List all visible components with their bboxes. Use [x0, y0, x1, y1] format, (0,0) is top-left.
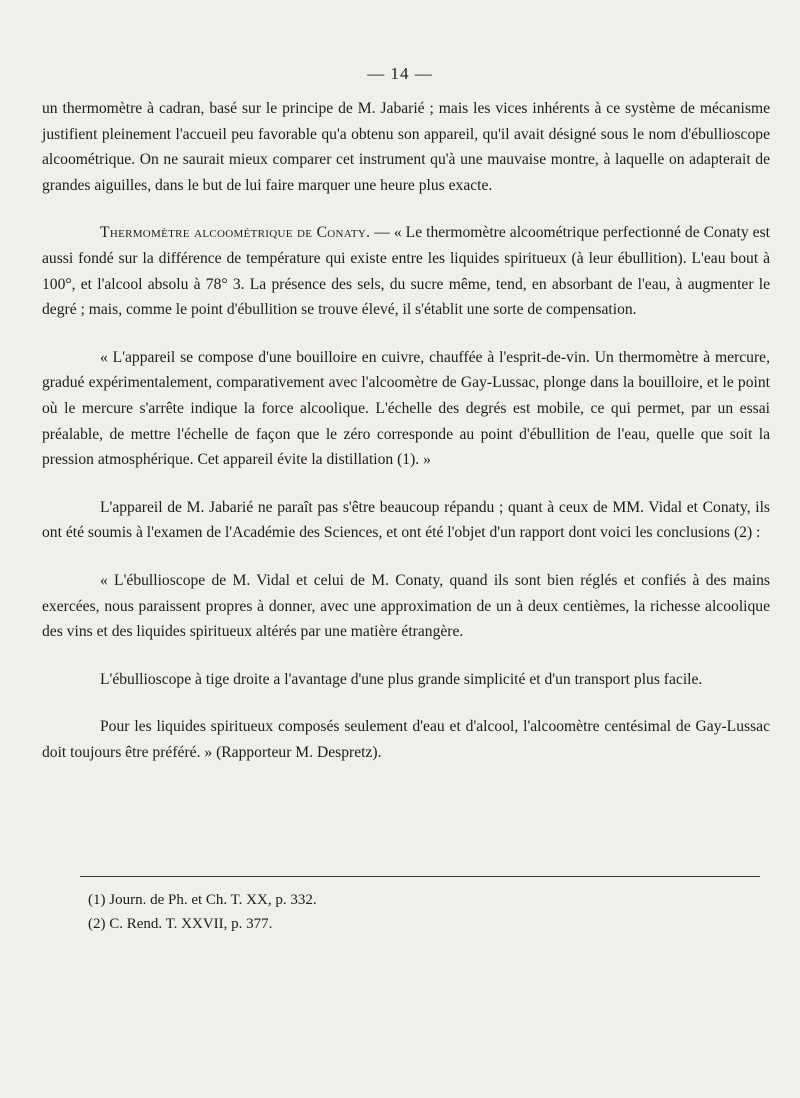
paragraph-4: L'appareil de M. Jabarié ne paraît pas s'être beaucoup répandu ; quant à ceux de MM. Vidal et Conaty, ils ont été soumis à l'examen de l'Académie des Sciences, et ont été l'objet d'un rapport dont voici les conclusions (2) :: [42, 498, 770, 542]
paragraph-7: Pour les liquides spiritueux composés seulement d'eau et d'alcool, l'alcoomètre centésimal de Gay-Lussac doit toujours être préféré. » (Rapporteur M. Despretz).: [42, 718, 770, 761]
paragraph-5: « L'ébullioscope de M. Vidal et celui de M. Conaty, quand ils sont bien réglés et confiés à des mains exercées, nous paraissent propres à donner, avec une approximation de un à deux centièmes, la richesse alcoolique des vins et des liquides spiritueux altérés par une matière étrangère.: [42, 571, 770, 641]
footnotes: [88, 888, 688, 936]
footnote-2: (2) C. Rend. T. XXVII, p. 377.: [88, 916, 273, 932]
paragraph-2-text: — « Le thermomètre alcoométrique perfectionné de Conaty est aussi fondé sur la différence de température qui existe entre les liquides spiritueux (à leur ébullition). L'eau bout à 100°, et l'alcool absolu à 78° 3. La présence des sels, du sucre même, tend, en absorbant de l'eau, à augmenter le degré ; mais, comme le point d'ébullition se trouve élevé, il s'établit une sorte de compensation.: [42, 224, 770, 319]
footnote-1: (1) Journ. de Ph. et Ch. T. XX, p. 332.: [88, 892, 317, 908]
paragraph-6: L'ébullioscope à tige droite a l'avantage d'une plus grande simplicité et d'un transport plus facile.: [100, 670, 703, 688]
section-heading-conaty: Thermomètre alcoométrique de Conaty.: [100, 224, 371, 242]
page-number: — 14 —: [367, 64, 433, 83]
paragraph-1: un thermomètre à cadran, basé sur le principe de M. Jabarié ; mais les vices inhérents à ce système de mécanisme justifient pleinement l'accueil peu favorable qu'a obtenu son appareil, qu'il avait désigné sous le nom d'ébullioscope alcoométrique. On ne saurait mieux comparer cet instrument qu'à une mauvaise montre, à laquelle on adapterait de grandes aiguilles, dans le but de lui faire marquer une heure plus exacte.: [42, 100, 770, 194]
body-text: [42, 96, 770, 787]
footnote-divider: [80, 876, 760, 877]
paragraph-2: [42, 220, 770, 322]
paragraph-3: « L'appareil se compose d'une bouilloire en cuivre, chauffée à l'esprit-de-vin. Un thermomètre à mercure, gradué expérimentalement, comparativement avec l'alcoomètre de Gay-Lussac, plonge dans la bouilloire, et le point où le mercure s'arrête indique la force alcoolique. L'échelle des degrés est mobile, ce qui permet, par un essai préalable, de mettre l'échelle de façon que le zéro corresponde au point d'ébullition de l'eau, quelle que soit la pression atmosphérique. Cet appareil évite la distillation (1). »: [42, 348, 770, 469]
